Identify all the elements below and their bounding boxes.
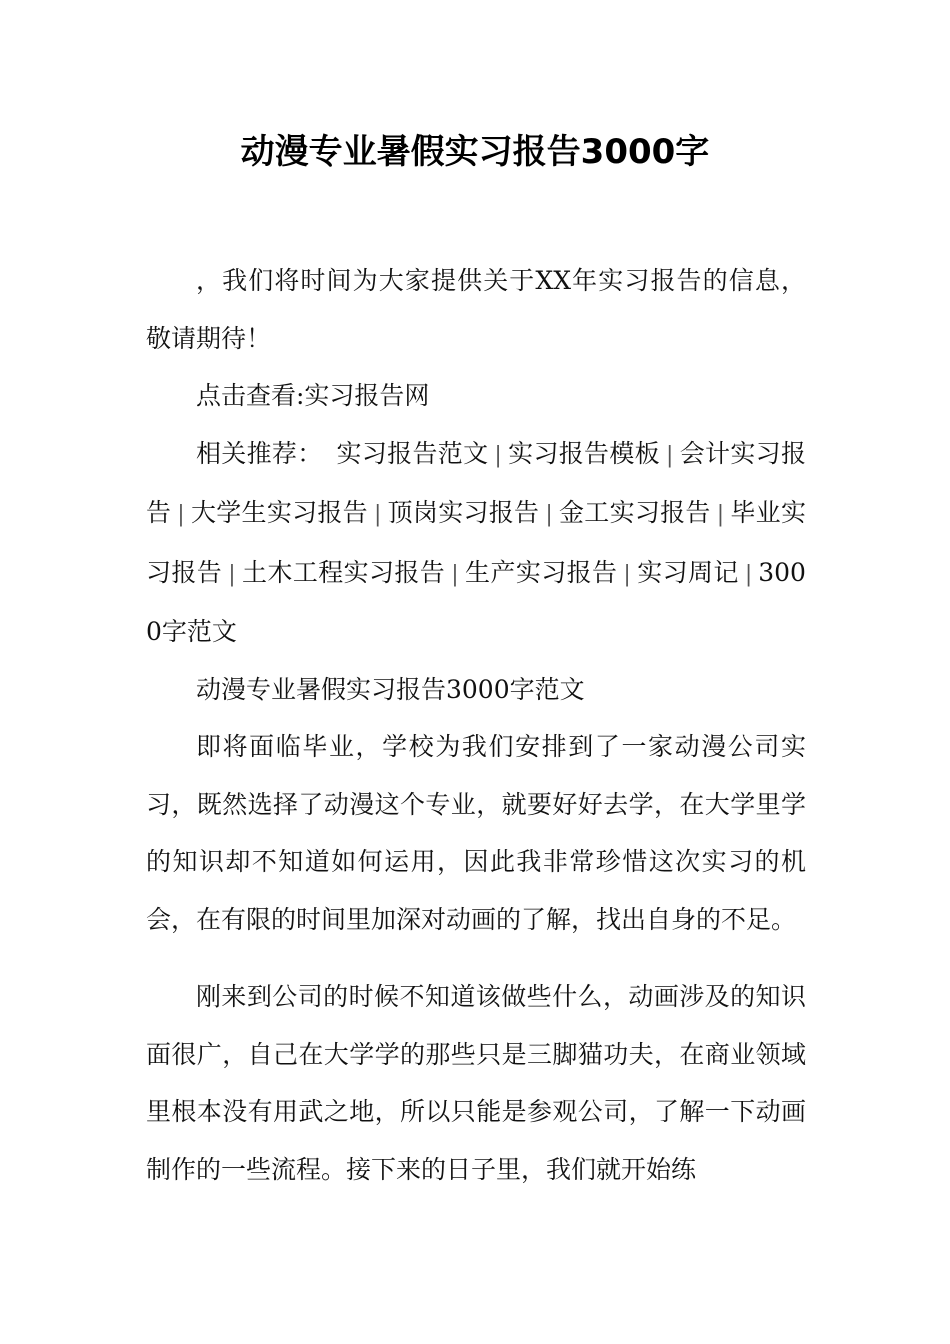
link-separator: |	[177, 502, 185, 527]
related-link[interactable]: 金工实习报告	[558, 498, 711, 527]
body-paragraph-2: 刚来到公司的时候不知道该做些什么，动画涉及的知识面很广，自己在大学学的那些只是三脚猫功夫，在商业领域里根本没有用武之地，所以只能是参观公司，了解一下动画制作的一些流程。接下来的日子里，我们就开始练	[146, 982, 806, 1184]
related-link[interactable]: 实习周记	[636, 557, 739, 587]
related-link[interactable]: 3000字范文	[146, 557, 806, 646]
link-separator: |	[744, 561, 753, 587]
body-paragraph-1: 即将面临毕业，学校为我们安排到了一家动漫公司实习，既然选择了动漫这个专业，就要好好去学，在大学里学的知识却不知道如何运用，因此我非常珍惜这次实习的机会，在有限的时间里加深对动画的了解，找出自身的不足。	[146, 732, 806, 934]
link-separator: |	[373, 502, 382, 527]
view-link[interactable]: 点击查看:实习报告网	[196, 381, 430, 410]
subtitle-paragraph: 动漫专业暑假实习报告3000字范文	[196, 674, 585, 704]
link-separator: |	[545, 502, 553, 527]
related-link[interactable]: 实习报告范文	[336, 438, 489, 468]
related-link[interactable]: 生产实习报告	[464, 557, 618, 587]
related-link[interactable]: 土木工程实习报告	[241, 557, 446, 587]
link-separator: |	[666, 442, 674, 468]
document-title: 动漫专业暑假实习报告3000字	[240, 132, 710, 172]
view-link-paragraph	[146, 367, 806, 425]
link-separator: |	[716, 502, 725, 527]
intro-paragraph: ，我们将时间为大家提供关于XX年实习报告的信息，敬请期待！	[146, 266, 806, 353]
related-link[interactable]: 实习报告模板	[507, 438, 660, 468]
related-link[interactable]: 顶岗实习报告	[387, 498, 540, 527]
link-separator: |	[623, 561, 631, 587]
related-link[interactable]: 毕业实习报告	[146, 498, 806, 587]
link-separator: |	[228, 561, 236, 587]
document-body	[146, 252, 806, 1198]
related-label: 相关推荐：	[196, 438, 323, 468]
related-paragraph	[146, 425, 806, 661]
related-link[interactable]: 大学生实习报告	[190, 498, 368, 527]
link-separator: |	[494, 442, 502, 468]
related-links	[146, 439, 806, 647]
related-link[interactable]: 会计实习报告	[146, 438, 806, 527]
link-separator: |	[451, 561, 459, 587]
